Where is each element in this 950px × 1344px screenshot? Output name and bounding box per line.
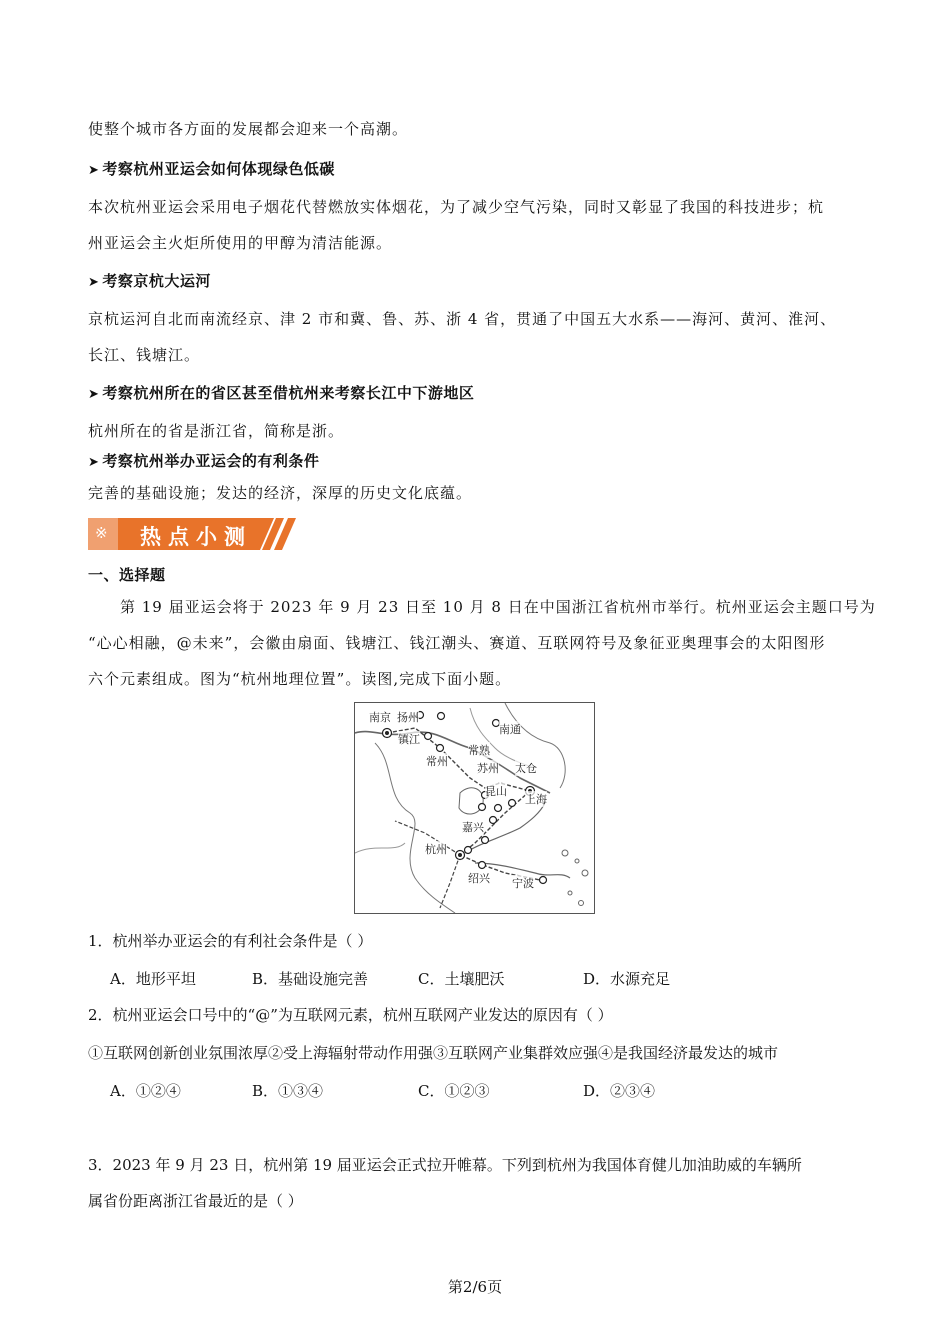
question-1-option-d[interactable]: D．水源充足 — [583, 970, 671, 988]
section-heading-1: ➤ 考察杭州亚运会如何体现绿色低碳 — [88, 158, 335, 182]
map-label-ningbo: 宁波 — [512, 877, 534, 890]
question-1-option-c[interactable]: C．土壤肥沃 — [418, 970, 505, 988]
banner-symbol-icon: ※ — [95, 524, 108, 542]
suzhou-marker — [479, 804, 486, 811]
section-2-line-1: 京杭运河自北而南流经京、津 2 市和冀、鲁、苏、浙 4 省，贯通了中国五大水系——海河、黄河、淮河、 — [88, 310, 837, 328]
section-1-line-1: 本次杭州亚运会采用电子烟花代替燃放实体烟花，为了减少空气污染，同时又彰显了我国的科技进步；杭 — [88, 198, 825, 216]
section-2-line-2: 长江、钱塘江。 — [88, 346, 201, 364]
question-2-option-b[interactable]: B．①③④ — [252, 1082, 324, 1100]
map-label-changshu: 常熟 — [468, 744, 490, 757]
question-2-option-d[interactable]: D．②③④ — [583, 1082, 656, 1100]
section-1-line-2: 州亚运会主火炬所使用的甲醇为清洁能源。 — [88, 234, 393, 252]
question-2-option-c[interactable]: C．①②③ — [418, 1082, 490, 1100]
section-heading-3: ➤ 考察杭州所在的省区甚至借杭州来考察长江中下游地区 — [88, 382, 474, 406]
zhenjiang-marker — [425, 733, 432, 740]
taicang-marker — [509, 800, 516, 807]
part-title: 一、选择题 — [88, 566, 166, 584]
city-marker — [490, 817, 497, 824]
question-2-option-a[interactable]: A．①②④ — [110, 1082, 181, 1100]
hangzhou-location-map — [354, 702, 595, 914]
map-label-suzhou: 苏州 — [477, 762, 499, 775]
kunshan-marker — [495, 805, 502, 812]
shaoxing-marker — [479, 862, 486, 869]
question-1-option-b[interactable]: B．基础设施完善 — [252, 970, 369, 988]
question-1-stem: 1．杭州举办亚运会的有利社会条件是（ ） — [88, 932, 373, 950]
question-2-stem: 2．杭州亚运会口号中的“@”为互联网元素，杭州互联网产业发达的原因有（ ） — [88, 1006, 613, 1024]
jiaxing-marker — [482, 837, 489, 844]
intro-tail: 使整个城市各方面的发展都会迎来一个高潮。 — [88, 120, 409, 138]
map-label-yangzhou: 扬州 — [397, 711, 419, 724]
question-1-option-a[interactable]: A．地形平坦 — [110, 970, 196, 988]
map-label-hangzhou: 杭州 — [425, 843, 447, 856]
section-heading-4: ➤ 考察杭州举办亚运会的有利条件 — [88, 450, 319, 474]
map-label-zhenjiang: 镇江 — [398, 733, 420, 746]
arrow-bullet-icon: ➤ — [88, 275, 100, 290]
passage-line-2: “心心相融，@未来”，会徽由扇面、钱塘江、钱江潮头、赛道、互联网符号及象征亚奥理事会的太阳图形 — [88, 634, 826, 652]
map-label-changzhou: 常州 — [426, 755, 448, 768]
page-number: 第2/6页 — [447, 1278, 503, 1296]
map-label-shanghai: 上海 — [525, 793, 547, 806]
map-label-shaoxing: 绍兴 — [468, 872, 490, 885]
changzhou-marker — [437, 745, 444, 752]
passage-line-1: 第 19 届亚运会将于 2023 年 9 月 23 日至 10 月 8 日在中国浙江省杭州市举行。杭州亚运会主题口号为 — [120, 598, 876, 616]
map-label-jiaxing: 嘉兴 — [462, 821, 484, 834]
map-label-nantong: 南通 — [499, 723, 521, 736]
arrow-bullet-icon: ➤ — [88, 387, 100, 402]
question-2-statements: ①互联网创新创业氛围浓厚②受上海辐射带动作用强③互联网产业集群效应强④是我国经济最发达的城市 — [88, 1044, 779, 1062]
map-label-nanjing: 南京 — [369, 711, 391, 724]
banner-title: 热点小测 — [140, 525, 252, 549]
arrow-bullet-icon: ➤ — [88, 455, 100, 470]
hot-topic-quiz-banner — [88, 516, 300, 552]
passage-line-3: 六个元素组成。图为“杭州地理位置”。读图,完成下面小题。 — [88, 670, 512, 688]
arrow-bullet-icon: ➤ — [88, 163, 100, 178]
section-heading-2: ➤ 考察京杭大运河 — [88, 270, 211, 294]
map-label-taicang: 太仓 — [515, 762, 537, 775]
map-label-kunshan: 昆山 — [485, 785, 507, 798]
city-marker — [465, 847, 472, 854]
section-3-line-1: 杭州所在的省是浙江省，简称是浙。 — [88, 422, 345, 440]
ningbo-marker — [540, 877, 547, 884]
section-4-line-1: 完善的基础设施；发达的经济，深厚的历史文化底蕴。 — [88, 484, 473, 502]
question-3-stem-line-2: 属省份距离浙江省最近的是（ ） — [88, 1192, 303, 1210]
question-3-stem-line-1: 3．2023 年 9 月 23 日，杭州第 19 届亚运会正式拉开帷幕。下列到杭州为我国体育健儿加油助威的车辆所 — [88, 1156, 802, 1174]
city-marker — [438, 713, 445, 720]
